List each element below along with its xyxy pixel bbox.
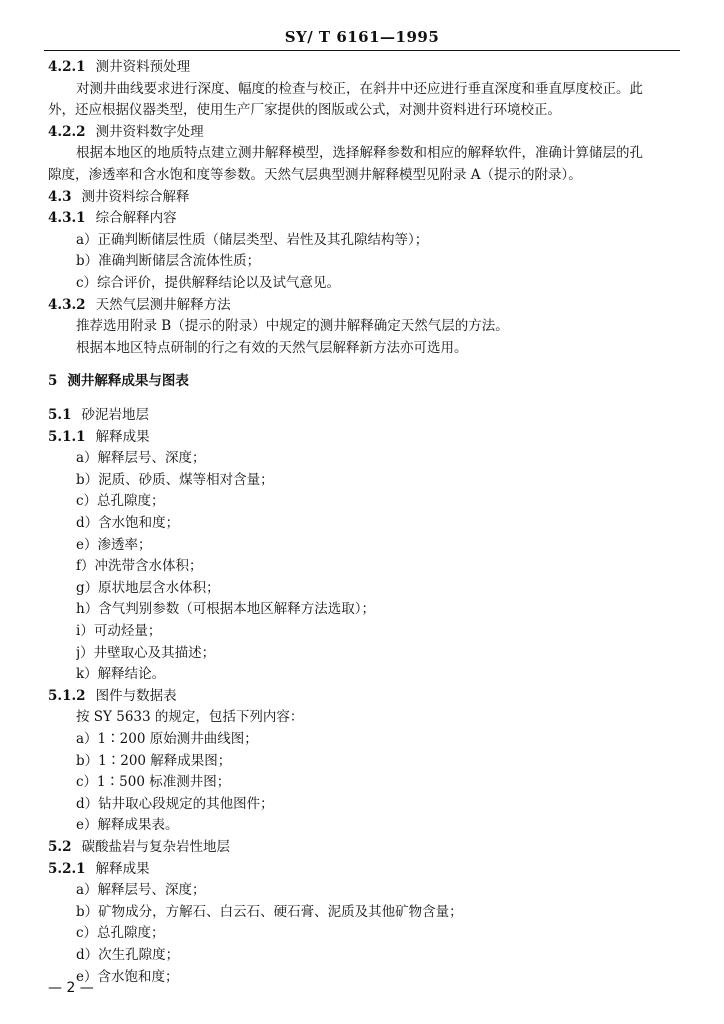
list-item: a）解释层号、深度；	[76, 882, 206, 899]
heading-number: 5.1.2	[48, 687, 86, 704]
header-rule	[44, 50, 680, 51]
paragraph-line: 对测井曲线要求进行深度、幅度的检查与校正，在斜井中还应进行垂直深度和垂直厚度校正。此	[76, 80, 643, 97]
list-item: a）1∶200 原始测井曲线图；	[76, 731, 258, 747]
list-item: b）准确判断储层含流体性质；	[76, 253, 261, 270]
list-item: c）综合评价，提供解释结论以及试气意见。	[76, 275, 341, 291]
list-item: c）1∶500 标准测井图；	[76, 774, 231, 791]
list-item: d）次生孔隙度；	[76, 947, 180, 963]
heading-number: 4.3	[48, 188, 72, 205]
heading-number: 5	[48, 373, 58, 390]
heading-title: 测井资料预处理	[95, 59, 191, 75]
heading-title: 砂泥岩地层	[81, 407, 149, 423]
paragraph-line: 按 SY 5633 的规定，包括下列内容：	[76, 709, 304, 726]
list-item: d）含水饱和度；	[76, 515, 180, 531]
subsection-heading	[48, 686, 177, 707]
paragraph-line: 隙度，渗透率和含水饱和度等参数。天然气层典型测井解释模型见附录 A（提示的附录）。	[48, 167, 582, 183]
list-item: a）解释层号、深度；	[76, 450, 206, 467]
heading-number: 5.1	[48, 407, 72, 423]
heading-number: 4.3.2	[48, 296, 86, 313]
list-item: c）总孔隙度；	[76, 493, 165, 510]
list-item: e）渗透率；	[76, 536, 152, 553]
list-item: b）1∶200 解释成果图；	[76, 752, 232, 769]
list-item: b）泥质、砂质、煤等相对含量；	[76, 471, 274, 488]
section-heading	[48, 371, 189, 392]
subsection-heading	[48, 427, 150, 448]
list-item: k）解释结论。	[76, 666, 166, 683]
heading-number: 5.2.1	[48, 860, 86, 877]
heading-number: 5.1.1	[48, 428, 86, 445]
paragraph-line: 根据本地区的地质特点建立测井解释模型，选择解释参数和相应的解释软件，准确计算储层的孔	[76, 145, 643, 162]
list-item: e）解释成果表。	[76, 817, 179, 834]
list-item: b）矿物成分，方解石、白云石、硬石膏、泥质及其他矿物含量；	[76, 903, 463, 920]
heading-title: 碳酸盐岩与复杂岩性地层	[81, 839, 230, 855]
list-item: c）总孔隙度；	[76, 925, 165, 942]
heading-title: 解释成果	[95, 860, 150, 877]
subsection-heading	[48, 859, 150, 880]
page-header: SY/ T 6161—1995	[284, 28, 440, 46]
paragraph-line: 外，还应根据仪器类型，使用生产厂家提供的图版或公式，对测井资料进行环境校正。	[48, 102, 561, 119]
paragraph-line: 根据本地区特点研制的行之有效的天然气层解释新方法亦可选用。	[76, 339, 468, 356]
list-item: f）冲洗带含水体积；	[76, 558, 203, 575]
subsection-heading	[48, 187, 190, 208]
heading-title: 解释成果	[95, 428, 150, 445]
heading-title: 图件与数据表	[95, 687, 177, 704]
heading-title: 天然气层测井解释方法	[95, 296, 231, 313]
subsection-heading	[48, 208, 177, 229]
list-item: a）正确判断储层性质（储层类型、岩性及其孔隙结构等）；	[76, 231, 429, 248]
list-item: h）含气判别参数（可根据本地区解释方法选取）；	[76, 601, 375, 618]
heading-number: 4.2.2	[48, 123, 86, 140]
heading-title: 综合解释内容	[95, 210, 177, 227]
heading-title: 测井解释成果与图表	[67, 373, 189, 390]
heading-title: 测井资料综合解释	[81, 188, 190, 205]
list-item: j）井壁取心及其描述；	[76, 644, 216, 661]
heading-number: 4.3.1	[48, 210, 86, 227]
heading-title: 测井资料数字处理	[95, 123, 204, 140]
subsection-heading	[48, 57, 190, 78]
heading-number: 4.2.1	[48, 59, 86, 75]
paragraph-line: 推荐选用附录 B（提示的附录）中规定的测井解释确定天然气层的方法。	[76, 318, 509, 335]
subsection-heading	[48, 122, 204, 143]
subsection-heading	[48, 837, 230, 858]
list-item: i）可动烃量；	[76, 623, 162, 639]
subsection-heading	[48, 295, 231, 316]
list-item: d）钻井取心段规定的其他图件；	[76, 795, 274, 812]
subsection-heading	[48, 405, 149, 426]
heading-number: 5.2	[48, 839, 72, 855]
page-number: — 2 —	[48, 980, 94, 996]
list-item: e）含水饱和度；	[76, 968, 179, 985]
list-item: g）原状地层含水体积；	[76, 579, 220, 596]
